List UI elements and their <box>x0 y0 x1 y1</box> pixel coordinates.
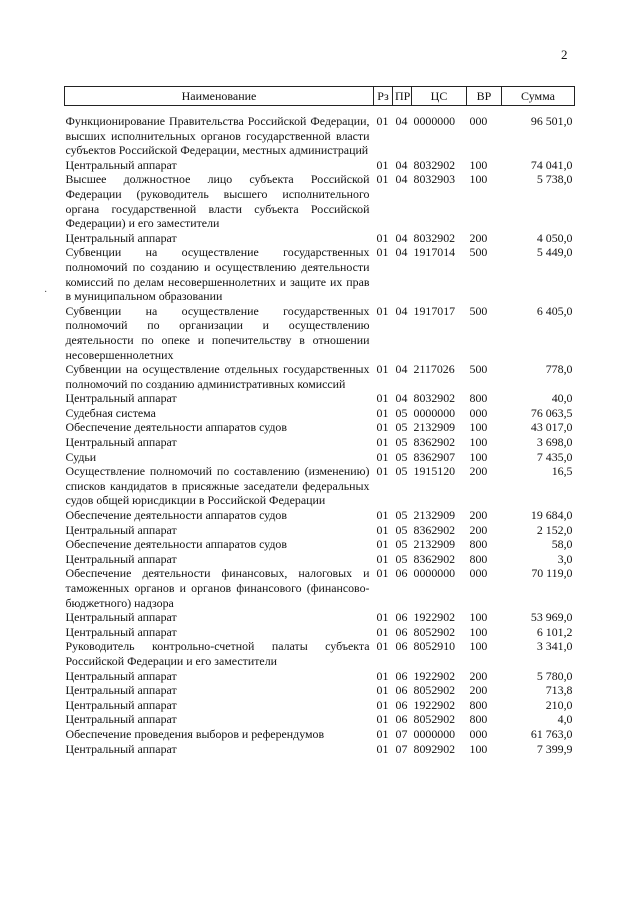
stray-mark: · <box>44 287 48 298</box>
cell-sum: 53 969,0 <box>530 610 573 625</box>
table-row <box>65 639 575 668</box>
cell-sum: 2 152,0 <box>536 522 573 537</box>
cell-rz: 01 <box>376 741 389 756</box>
cell-cs: 2132909 <box>413 508 456 523</box>
cell-name: Судебная система <box>65 405 156 420</box>
cell-cs: 1915120 <box>413 464 456 479</box>
cell-sum: 40,0 <box>551 391 573 406</box>
cell-vr: 100 <box>469 157 488 172</box>
cell-sum: 778,0 <box>545 362 573 377</box>
cell-sum: 58,0 <box>551 537 573 552</box>
cell-vr: 800 <box>469 697 488 712</box>
cell-rz: 01 <box>376 230 389 245</box>
cell-name: Обеспечение деятельности аппаратов судов <box>65 420 287 435</box>
table-row <box>65 625 575 640</box>
cell-pr: 05 <box>395 508 408 523</box>
cell-pr: 04 <box>395 362 408 377</box>
cell-cs: 1922902 <box>413 610 456 625</box>
table-row <box>65 552 575 567</box>
cell-pr: 05 <box>395 551 408 566</box>
column-header-sum: Сумма <box>502 87 575 106</box>
cell-sum: 5 780,0 <box>536 668 573 683</box>
table-row <box>65 406 575 421</box>
cell-cs: 0000000 <box>413 405 456 420</box>
cell-cs: 8052910 <box>413 639 456 654</box>
cell-vr: 000 <box>469 114 488 128</box>
cell-name: Центральный аппарат <box>65 435 177 450</box>
cell-sum: 6 405,0 <box>536 303 573 318</box>
column-header-rz: Рз <box>374 87 393 106</box>
cell-rz: 01 <box>376 362 389 377</box>
table-row <box>65 727 575 742</box>
cell-rz: 01 <box>376 114 389 128</box>
cell-vr: 000 <box>469 566 488 581</box>
cell-rz: 01 <box>376 537 389 552</box>
cell-rz: 01 <box>376 303 389 318</box>
cell-rz: 01 <box>376 624 389 639</box>
cell-cs: 1917017 <box>413 303 456 318</box>
cell-pr: 04 <box>395 172 408 187</box>
cell-pr: 05 <box>395 522 408 537</box>
cell-pr: 06 <box>395 639 408 654</box>
cell-pr: 06 <box>395 624 408 639</box>
cell-sum: 96 501,0 <box>530 114 573 128</box>
cell-name: Субвенции на осуществление государственных полномочий по организации и осуществлению деятельности по опеке и попечительству в отношении несовершеннолетних <box>65 303 370 362</box>
cell-cs: 8092902 <box>413 741 456 756</box>
cell-pr: 04 <box>395 245 408 260</box>
cell-name: Центральный аппарат <box>65 522 177 537</box>
cell-vr: 800 <box>469 537 488 552</box>
cell-rz: 01 <box>376 391 389 406</box>
cell-name: Обеспечение проведения выборов и референдумов <box>65 726 325 741</box>
cell-vr: 100 <box>469 420 488 435</box>
cell-rz: 01 <box>376 405 389 420</box>
table-row <box>65 420 575 435</box>
column-header-name: Наименование <box>65 87 374 106</box>
cell-name: Субвенции на осуществление государственных полномочий по созданию и осуществлению деятельности комиссий по делам несовершеннолетних и защите их прав в муниципальном образовании <box>65 245 370 304</box>
table-row <box>65 304 575 362</box>
cell-name: Судьи <box>65 449 97 464</box>
cell-name: Центральный аппарат <box>65 712 177 727</box>
cell-rz: 01 <box>376 610 389 625</box>
cell-vr: 800 <box>469 551 488 566</box>
cell-cs: 1917014 <box>413 245 456 260</box>
cell-rz: 01 <box>376 683 389 698</box>
table-row <box>65 537 575 552</box>
cell-cs: 0000000 <box>413 566 456 581</box>
cell-name: Центральный аппарат <box>65 157 177 172</box>
cell-rz: 01 <box>376 566 389 581</box>
table-row <box>65 158 575 173</box>
cell-vr: 100 <box>469 741 488 756</box>
cell-vr: 500 <box>469 362 488 377</box>
cell-rz: 01 <box>376 508 389 523</box>
cell-pr: 04 <box>395 303 408 318</box>
table-row <box>65 435 575 450</box>
cell-vr: 200 <box>469 508 488 523</box>
table-row <box>65 698 575 713</box>
cell-name: Руководитель контрольно-счетной палаты субъекта Российской Федерации и его заместители <box>65 639 370 668</box>
cell-sum: 713,8 <box>545 683 573 698</box>
cell-pr: 04 <box>395 391 408 406</box>
cell-cs: 2117026 <box>413 362 455 377</box>
cell-pr: 05 <box>395 537 408 552</box>
column-header-cs: ЦС <box>412 87 467 106</box>
cell-name: Обеспечение деятельности аппаратов судов <box>65 537 287 552</box>
cell-name: Центральный аппарат <box>65 391 177 406</box>
cell-rz: 01 <box>376 245 389 260</box>
cell-rz: 01 <box>376 449 389 464</box>
cell-cs: 8052902 <box>413 683 456 698</box>
cell-pr: 06 <box>395 610 408 625</box>
cell-pr: 05 <box>395 464 408 479</box>
cell-name: Функционирование Правительства Российской Федерации, высших исполнительных органов государственной власти субъектов Российской Федерации, местных администраций <box>65 114 370 158</box>
cell-sum: 4 050,0 <box>536 230 573 245</box>
cell-vr: 500 <box>469 303 488 318</box>
cell-cs: 8362902 <box>413 551 456 566</box>
cell-sum: 5 449,0 <box>536 245 573 260</box>
cell-rz: 01 <box>376 172 389 187</box>
cell-rz: 01 <box>376 435 389 450</box>
cell-rz: 01 <box>376 668 389 683</box>
cell-rz: 01 <box>376 157 389 172</box>
cell-name: Центральный аппарат <box>65 551 177 566</box>
cell-vr: 200 <box>469 230 488 245</box>
cell-name: Высшее должностное лицо субъекта Российской Федерации (руководитель высшего исполнительного органа государственной власти субъекта Российской Федерации) и его заместители <box>65 172 370 231</box>
cell-vr: 100 <box>469 610 488 625</box>
page-number: 2 <box>561 47 568 62</box>
table-row <box>65 391 575 406</box>
cell-pr: 07 <box>395 741 408 756</box>
cell-pr: 05 <box>395 420 408 435</box>
table-row <box>65 523 575 538</box>
cell-name: Центральный аппарат <box>65 668 177 683</box>
cell-rz: 01 <box>376 639 389 654</box>
cell-pr: 04 <box>395 114 408 128</box>
cell-cs: 2132909 <box>413 420 456 435</box>
table-row <box>65 450 575 465</box>
table-row <box>65 245 575 303</box>
cell-vr: 000 <box>469 726 488 741</box>
cell-vr: 500 <box>469 245 488 260</box>
cell-vr: 800 <box>469 712 488 727</box>
cell-pr: 04 <box>395 230 408 245</box>
cell-vr: 800 <box>469 391 488 406</box>
cell-sum: 3 698,0 <box>536 435 573 450</box>
table-row <box>65 508 575 523</box>
cell-name: Субвенции на осуществление отдельных государственных полномочий по созданию административных комиссий <box>65 362 370 391</box>
cell-name: Центральный аппарат <box>65 230 177 245</box>
table-header-row <box>65 87 575 106</box>
cell-vr: 200 <box>469 464 488 479</box>
cell-pr: 05 <box>395 435 408 450</box>
table-row <box>65 742 575 757</box>
cell-name: Осуществление полномочий по составлению (изменению) списков кандидатов в присяжные заседатели федеральных судов общей юрисдикции в Российской Федерации <box>65 464 370 508</box>
cell-sum: 4,0 <box>557 712 573 727</box>
cell-cs: 1922902 <box>413 697 456 712</box>
table-row <box>65 362 575 391</box>
cell-vr: 200 <box>469 668 488 683</box>
cell-rz: 01 <box>376 697 389 712</box>
cell-sum: 7 399,9 <box>536 741 573 756</box>
cell-sum: 210,0 <box>545 697 573 712</box>
cell-name: Центральный аппарат <box>65 610 177 625</box>
cell-cs: 1922902 <box>413 668 456 683</box>
cell-rz: 01 <box>376 420 389 435</box>
cell-name: Центральный аппарат <box>65 741 177 756</box>
cell-sum: 43 017,0 <box>530 420 573 435</box>
cell-rz: 01 <box>376 464 389 479</box>
table-row <box>65 712 575 727</box>
column-header-vr: ВР <box>467 87 502 106</box>
cell-vr: 000 <box>469 405 488 420</box>
table-body <box>65 114 575 756</box>
table-row <box>65 669 575 684</box>
cell-pr: 05 <box>395 405 408 420</box>
cell-rz: 01 <box>376 726 389 741</box>
cell-pr: 05 <box>395 449 408 464</box>
cell-pr: 04 <box>395 157 408 172</box>
cell-vr: 200 <box>469 683 488 698</box>
cell-pr: 07 <box>395 726 408 741</box>
cell-sum: 5 738,0 <box>536 172 573 187</box>
column-header-pr: ПР <box>393 87 412 106</box>
cell-cs: 8052902 <box>413 712 456 727</box>
cell-cs: 8362902 <box>413 522 456 537</box>
cell-name: Центральный аппарат <box>65 697 177 712</box>
cell-pr: 06 <box>395 668 408 683</box>
table-row <box>65 566 575 610</box>
cell-sum: 61 763,0 <box>530 726 573 741</box>
cell-rz: 01 <box>376 522 389 537</box>
table-row <box>65 172 575 230</box>
cell-pr: 06 <box>395 712 408 727</box>
cell-vr: 100 <box>469 639 488 654</box>
cell-cs: 8032902 <box>413 391 456 406</box>
cell-name: Обеспечение деятельности финансовых, налоговых и таможенных органов и органов финансового (финансово-бюджетного) надзора <box>65 566 370 610</box>
cell-sum: 7 435,0 <box>536 449 573 464</box>
cell-cs: 8362902 <box>413 435 456 450</box>
cell-vr: 200 <box>469 522 488 537</box>
cell-pr: 06 <box>395 697 408 712</box>
table-row <box>65 683 575 698</box>
cell-sum: 76 063,5 <box>530 405 573 420</box>
cell-cs: 0000000 <box>413 114 456 128</box>
table-row <box>65 231 575 246</box>
cell-cs: 2132909 <box>413 537 456 552</box>
cell-cs: 8032902 <box>413 157 456 172</box>
cell-pr: 06 <box>395 683 408 698</box>
cell-sum: 16,5 <box>551 464 573 479</box>
cell-pr: 06 <box>395 566 408 581</box>
table-row <box>65 610 575 625</box>
cell-vr: 100 <box>469 449 488 464</box>
cell-name: Центральный аппарат <box>65 683 177 698</box>
cell-sum: 3,0 <box>557 551 573 566</box>
cell-cs: 8032902 <box>413 230 456 245</box>
cell-sum: 19 684,0 <box>530 508 573 523</box>
cell-name: Обеспечение деятельности аппаратов судов <box>65 508 287 523</box>
cell-vr: 100 <box>469 624 488 639</box>
cell-cs: 8032903 <box>413 172 456 187</box>
cell-sum: 70 119,0 <box>531 566 573 581</box>
cell-rz: 01 <box>376 551 389 566</box>
cell-sum: 6 101,2 <box>536 624 573 639</box>
budget-table <box>64 86 575 756</box>
cell-sum: 3 341,0 <box>536 639 573 654</box>
cell-cs: 8362907 <box>413 449 456 464</box>
table-row <box>65 464 575 508</box>
cell-vr: 100 <box>469 172 488 187</box>
cell-name: Центральный аппарат <box>65 624 177 639</box>
cell-cs: 0000000 <box>413 726 456 741</box>
table-row <box>65 114 575 158</box>
cell-vr: 100 <box>469 435 488 450</box>
cell-cs: 8052902 <box>413 624 456 639</box>
cell-sum: 74 041,0 <box>530 157 573 172</box>
cell-rz: 01 <box>376 712 389 727</box>
